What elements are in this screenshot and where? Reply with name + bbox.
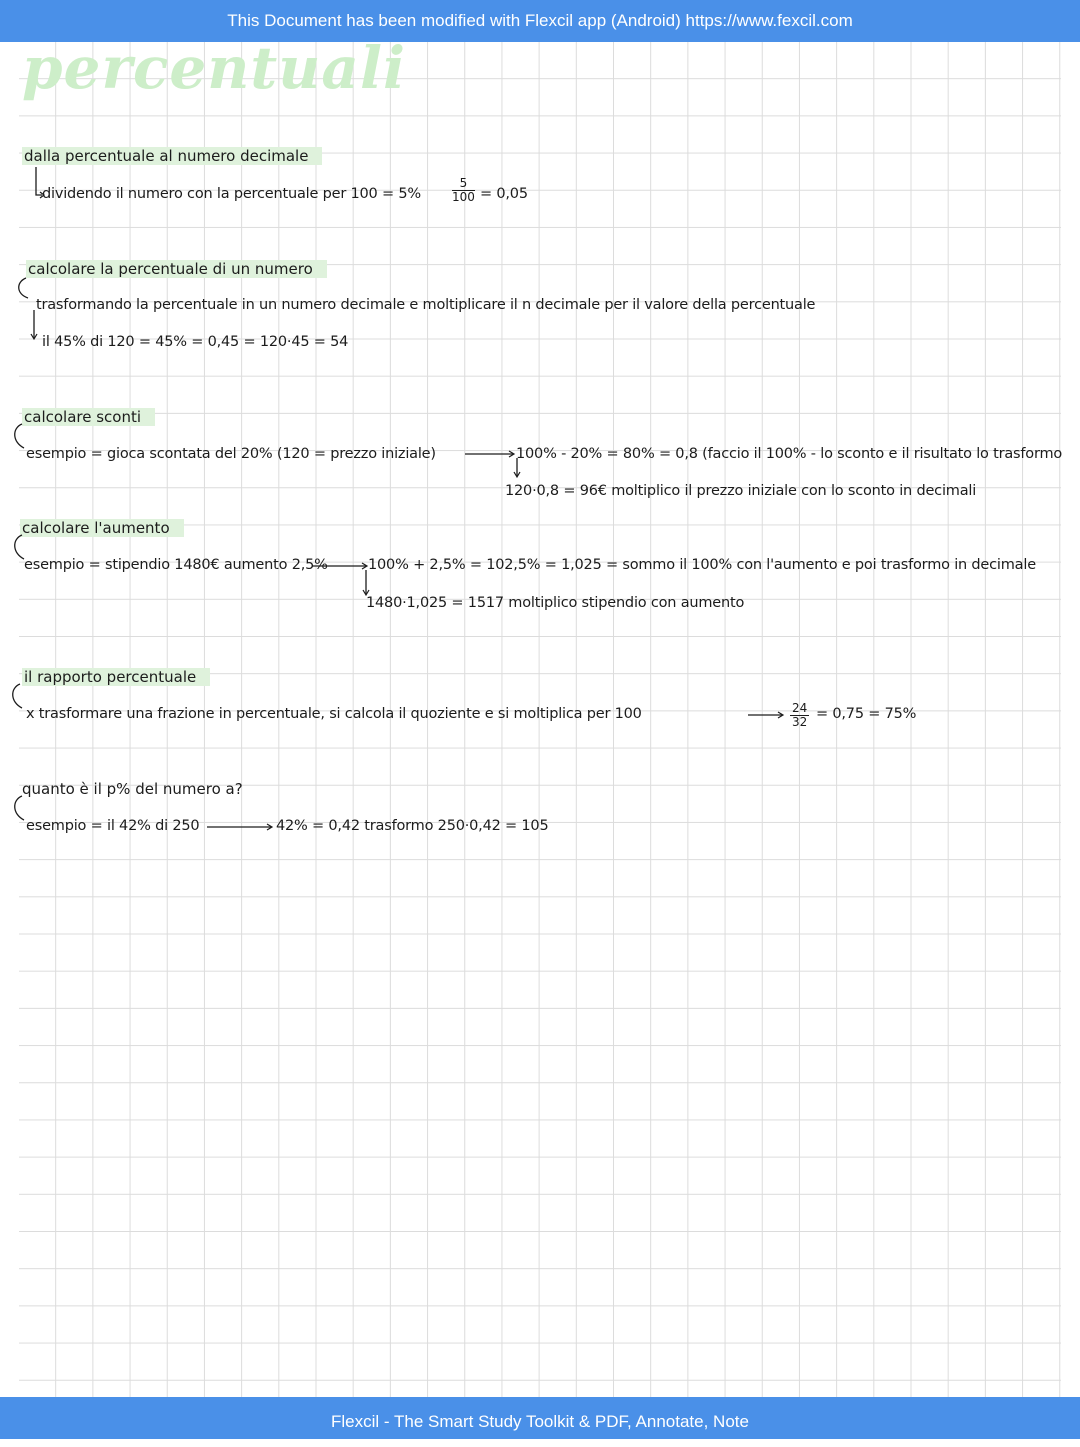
s6-example: esempio = il 42% di 250 [26, 818, 200, 834]
s3-example: esempio = gioca scontata del 20% (120 = prezzo iniziale) [26, 446, 436, 462]
s4-calc: 100% + 2,5% = 102,5% = 1,025 = sommo il 100% con l'aumento e poi trasformo in decimale [368, 557, 1036, 573]
fraction-24-32: $\frac{24}{32}$ [792, 701, 808, 729]
s5-text: x trasformare una frazione in percentuale, si calcola il quoziente e si moltiplica per 100 [26, 706, 642, 722]
section-heading-percent-ratio: il rapporto percentuale [22, 668, 210, 686]
section-heading-percent-of-number: calcolare la percentuale di un numero [26, 260, 327, 278]
s4-result: 1480·1,025 = 1517 moltiplico stipendio con aumento [366, 595, 745, 611]
top-banner: This Document has been modified with Flexcil app (Android) https://www.fexcil.com [0, 0, 1080, 42]
bottom-banner: Flexcil - The Smart Study Toolkit & PDF, Annotate, Note [0, 1397, 1080, 1439]
s6-result: 42% = 0,42 trasformo 250·0,42 = 105 [276, 818, 549, 834]
section-heading-percent-to-decimal: dalla percentuale al numero decimale [22, 147, 322, 165]
s3-result: 120·0,8 = 96€ moltiplico il prezzo iniziale con lo sconto in decimali [505, 483, 977, 499]
s1-result: = 0,05 [480, 186, 528, 202]
arrow-right-icon [312, 560, 372, 596]
s2-text: trasformando la percentuale in un numero decimale e moltiplicare il n decimale per il valore della percentuale [36, 297, 816, 313]
s5-result: = 0,75 = 75% [816, 706, 917, 722]
s2-example: il 45% di 120 = 45% = 0,45 = 120·45 = 54 [42, 334, 349, 350]
curved-arrow-icon [8, 682, 28, 716]
page-title: percentuali [22, 34, 407, 102]
section-heading-increase: calcolare l'aumento [20, 519, 184, 537]
arrow-right-icon [748, 708, 788, 722]
s3-calc: 100% - 20% = 80% = 0,8 (faccio il 100% - lo sconto e il risultato lo trasformo [516, 446, 1063, 462]
section-heading-p-percent-of-a: quanto è il p% del numero a? [22, 780, 243, 798]
section-heading-discounts: calcolare sconti [22, 408, 155, 426]
arrow-right-icon [207, 820, 277, 834]
s4-example: esempio = stipendio 1480€ aumento 2,5% [24, 557, 328, 573]
fraction-5-100: $\frac{5}{100}$ [452, 176, 475, 204]
s1-text: dividendo il numero con la percentuale per 100 = 5% [42, 186, 421, 202]
